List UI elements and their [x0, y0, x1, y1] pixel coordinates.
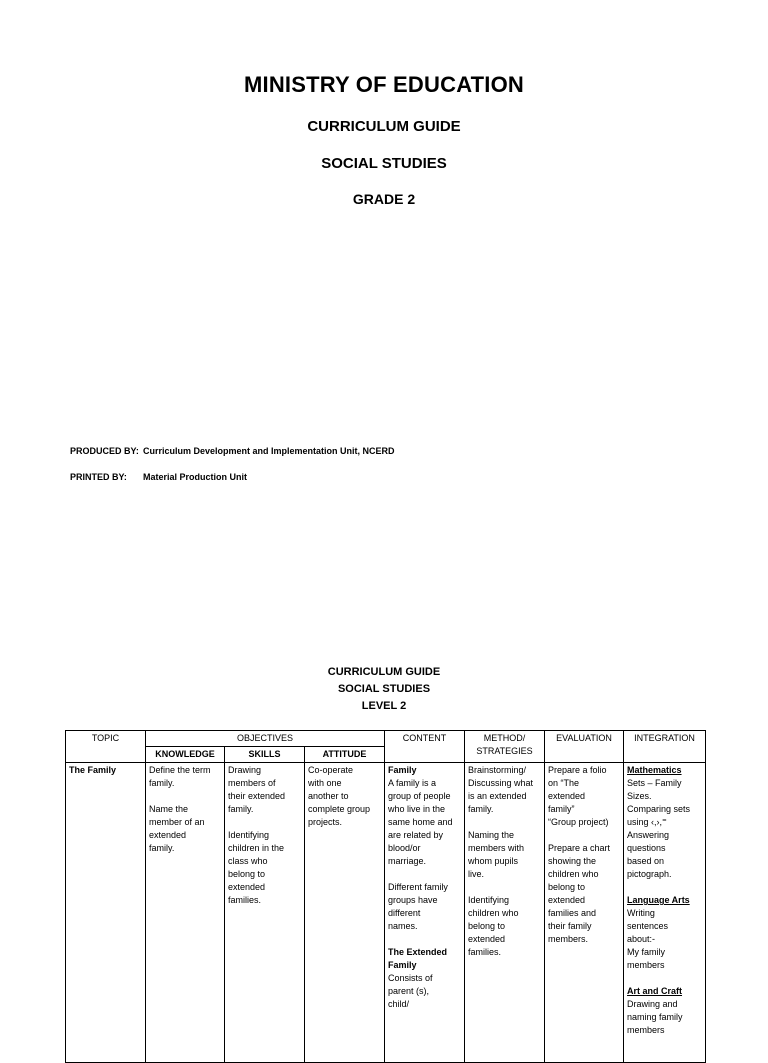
guide-heading: [0, 664, 768, 715]
produced-by-value: Curriculum Development and Implementation Unit, NCERD: [143, 446, 395, 456]
cell-text-line: are related by: [388, 830, 444, 840]
cell-text-line: [627, 972, 702, 985]
cell-evaluation: [545, 763, 624, 1063]
printed-by-value: Material Production Unit: [143, 472, 248, 482]
cell-text-line: Prepare a folio: [548, 765, 607, 775]
cell-text-line: class who: [228, 856, 268, 866]
cell-text-line: Identifying: [228, 830, 270, 840]
integration-heading-art: Art and Craft: [627, 986, 683, 996]
header-integration: INTEGRATION: [624, 731, 706, 763]
cell-text-line: Sizes.: [627, 791, 652, 801]
header-attitude: ATTITUDE: [305, 747, 385, 763]
cell-text-line: family.: [149, 843, 175, 853]
cell-text-line: extended: [468, 934, 506, 944]
produced-by-label: PRODUCED BY:: [70, 446, 139, 456]
cell-text-line: Answering: [627, 830, 670, 840]
cell-text-line: A family is a: [388, 778, 437, 788]
cell-skills: [225, 763, 305, 1063]
header-method: [465, 731, 545, 763]
cell-text-line: Define the term: [149, 765, 211, 775]
cell-text-line: members.: [548, 934, 589, 944]
header-topic: TOPIC: [66, 731, 146, 763]
cell-text-line: child/: [388, 999, 410, 1009]
cell-text-line: Discussing what: [468, 778, 534, 788]
produced-by-line: [70, 446, 395, 456]
cell-text-line: using ‹,›,⁼: [627, 817, 667, 827]
cell-text-line: children who: [468, 908, 519, 918]
header-content: CONTENT: [385, 731, 465, 763]
cell-text-line: Consists of: [388, 973, 433, 983]
header-evaluation: EVALUATION: [545, 731, 624, 763]
cell-text-line: Drawing and: [627, 999, 678, 1009]
cell-text-line: [468, 816, 541, 829]
content-family-text: [388, 777, 461, 946]
cell-text-line: questions: [627, 843, 666, 853]
cell-text-line: complete group: [308, 804, 371, 814]
document-title: MINISTRY OF EDUCATION: [243, 72, 525, 97]
cell-text-line: “Group project): [548, 817, 609, 827]
cell-text-line: groups have: [388, 895, 438, 905]
cell-text-line: naming family: [627, 1012, 683, 1022]
cell-text-line: marriage.: [388, 856, 427, 866]
cell-text-line: members of: [228, 778, 276, 788]
cell-text-line: Identifying: [468, 895, 510, 905]
cell-integration: [624, 763, 706, 1063]
cell-text-line: Co-operate: [308, 765, 354, 775]
cell-text-line: family.: [228, 804, 254, 814]
cell-text-line: their family: [548, 921, 592, 931]
guide-heading-2: SOCIAL STUDIES: [337, 683, 431, 695]
cell-text-line: families.: [228, 895, 262, 905]
cell-text-line: extended: [228, 882, 266, 892]
cell-knowledge: [146, 763, 225, 1063]
cell-text-line: another to: [308, 791, 349, 801]
content-heading-extended-1: The Extended: [388, 947, 448, 957]
curriculum-table: [65, 730, 706, 1063]
cell-text-line: [627, 881, 702, 894]
cell-method: [465, 763, 545, 1063]
cell-text-line: family.: [468, 804, 494, 814]
cell-text-line: projects.: [308, 817, 343, 827]
integration-heading-language: Language Arts: [627, 895, 690, 905]
cell-text-line: children who: [548, 869, 599, 879]
cell-topic: The Family: [66, 763, 146, 1063]
content-extended-text: [388, 972, 461, 1011]
cell-text-line: pictograph.: [627, 869, 672, 879]
cell-text-line: Name the: [149, 804, 189, 814]
cell-text-line: Naming the: [468, 830, 515, 840]
guide-heading-1: CURRICULUM GUIDE: [327, 666, 441, 678]
cell-text-line: belong to: [468, 921, 506, 931]
header-objectives: OBJECTIVES: [146, 731, 385, 747]
cell-text-line: My family: [627, 947, 666, 957]
cell-text-line: about:-: [627, 934, 656, 944]
integration-language-text: [627, 907, 702, 985]
content-heading-family: Family: [388, 765, 417, 775]
cell-text-line: same home and: [388, 817, 453, 827]
cell-text-line: their extended: [228, 791, 286, 801]
cell-text-line: [388, 933, 461, 946]
cell-text-line: members: [627, 1025, 665, 1035]
cell-text-line: families and: [548, 908, 597, 918]
cell-text-line: members: [627, 960, 665, 970]
table-row: [66, 763, 706, 1063]
cell-attitude: [305, 763, 385, 1063]
cell-text-line: group of people: [388, 791, 451, 801]
subject-title: SOCIAL STUDIES: [321, 155, 447, 172]
integration-heading-math: Mathematics: [627, 765, 682, 775]
cell-text-line: Prepare a chart: [548, 843, 611, 853]
cell-text-line: sentences: [627, 921, 669, 931]
cell-text-line: Different family: [388, 882, 448, 892]
printed-by-line: [70, 472, 247, 482]
cell-text-line: different: [388, 908, 421, 918]
cell-text-line: showing the: [548, 856, 597, 866]
cell-text-line: family.: [149, 778, 175, 788]
cell-text-line: blood/or: [388, 843, 421, 853]
integration-art-text: [627, 998, 702, 1037]
cell-text-line: Drawing: [228, 765, 262, 775]
cell-text-line: Brainstorming/: [468, 765, 527, 775]
cell-text-line: is an extended: [468, 791, 527, 801]
cell-text-line: based on: [627, 856, 665, 866]
cell-text-line: [548, 829, 620, 842]
cell-text-line: members with: [468, 843, 525, 853]
header-method-line2: STRATEGIES: [476, 746, 533, 756]
guide-heading-3: LEVEL 2: [361, 700, 407, 712]
cell-text-line: belong to: [228, 869, 266, 879]
integration-math-text: [627, 777, 702, 894]
printed-by-label: PRINTED BY:: [70, 472, 127, 482]
header-skills: SKILLS: [225, 747, 305, 763]
cell-text-line: extended: [548, 791, 586, 801]
cell-text-line: on “The: [548, 778, 580, 788]
cell-text-line: with one: [308, 778, 342, 788]
cell-text-line: live.: [468, 869, 485, 879]
cell-text-line: extended: [548, 895, 586, 905]
cell-text-line: Comparing sets: [627, 804, 691, 814]
cell-text-line: [468, 881, 541, 894]
header-knowledge: KNOWLEDGE: [146, 747, 225, 763]
header-method-line1: METHOD/: [483, 733, 526, 743]
cell-text-line: families.: [468, 947, 502, 957]
cell-text-line: family”: [548, 804, 575, 814]
document-subtitle: CURRICULUM GUIDE: [307, 118, 461, 135]
cell-text-line: children in the: [228, 843, 285, 853]
cell-text-line: who live in the: [388, 804, 446, 814]
grade-title: GRADE 2: [352, 191, 416, 207]
cell-text-line: [149, 790, 221, 803]
cell-text-line: belong to: [548, 882, 586, 892]
cell-text-line: [228, 816, 301, 829]
cell-text-line: names.: [388, 921, 418, 931]
cell-text-line: [388, 868, 461, 881]
cell-text-line: parent (s),: [388, 986, 430, 996]
cell-text-line: extended: [149, 830, 187, 840]
cell-text-line: member of an: [149, 817, 205, 827]
header-row: [66, 731, 706, 747]
cell-text-line: Writing: [627, 908, 655, 918]
cell-content: [385, 763, 465, 1063]
cell-text-line: whom pupils: [468, 856, 519, 866]
content-heading-extended-2: Family: [388, 960, 417, 970]
cell-text-line: Sets – Family: [627, 778, 682, 788]
